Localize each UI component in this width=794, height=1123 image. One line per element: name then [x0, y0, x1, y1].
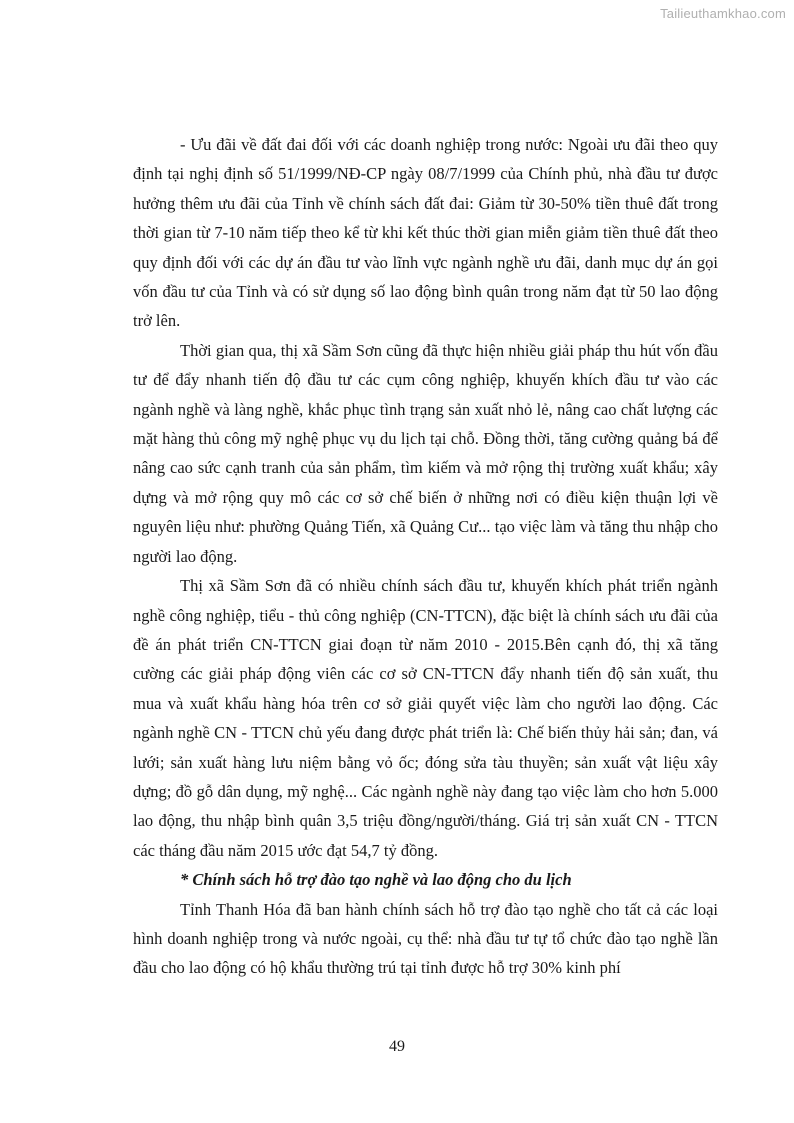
page-number: 49: [389, 1038, 405, 1055]
watermark: Tailieuthamkhao.com: [660, 6, 786, 21]
section-heading: * Chính sách hỗ trợ đào tạo nghề và lao động cho du lịch: [180, 870, 572, 890]
paragraph-industry-policy: Thị xã Sầm Sơn đã có nhiều chính sách đầu tư, khuyến khích phát triển ngành nghề công nghiệp, tiểu - thủ công nghiệp (CN-TTCN), đặc biệt là chính sách ưu đãi của đề án phát triển CN-TTCN giai đoạn từ năm 2010 - 2015.Bên cạnh đó, thị xã tăng cường các giải pháp động viên các cơ sở CN-TTCN đẩy nhanh tiến độ sản xuất, thu mua và xuất khẩu hàng hóa trên cơ sở giải quyết việc làm cho người lao động. Các ngành nghề CN - TTCN chủ yếu đang được phát triển là: Chế biến thủy hải sản; đan, vá lưới; sản xuất hàng lưu niệm bằng vỏ ốc; đóng sửa tàu thuyền; sản xuất vật liệu xây dựng; đồ gỗ dân dụng, mỹ nghệ... Các ngành nghề này đang tạo việc làm cho hơn 5.000 lao động, thu nhập bình quân 3,5 triệu đồng/người/tháng. Giá trị sản xuất CN - TTCN các tháng đầu năm 2015 ước đạt 54,7 tỷ đồng.: [133, 576, 718, 860]
paragraph-investment-attraction: Thời gian qua, thị xã Sầm Sơn cũng đã thực hiện nhiều giải pháp thu hút vốn đầu tư để đẩy nhanh tiến độ đầu tư các cụm công nghiệp, khuyến khích đầu tư vào các ngành nghề và làng nghề, khắc phục tình trạng sản xuất nhỏ lẻ, nâng cao chất lượng các mặt hàng thủ công mỹ nghệ phục vụ du lịch tại chỗ. Đồng thời, tăng cường quảng bá để nâng cao sức cạnh tranh của sản phẩm, tìm kiếm và mở rộng thị trường xuất khẩu; xây dựng và mở rộng quy mô các cơ sở chế biến ở những nơi có điều kiện thuận lợi về nguyên liệu như: phường Quảng Tiến, xã Quảng Cư... tạo việc làm và tăng thu nhập cho người lao động.: [133, 340, 718, 566]
document-body: [133, 130, 718, 983]
paragraph-training-support: Tỉnh Thanh Hóa đã ban hành chính sách hỗ trợ đào tạo nghề cho tất cả các loại hình doanh nghiệp trong và nước ngoài, cụ thể: nhà đầu tư tự tổ chức đào tạo nghề lần đầu cho lao động có hộ khẩu thường trú tại tỉnh được hỗ trợ 30% kinh phí: [133, 899, 718, 978]
paragraph-land-incentives: - Ưu đãi về đất đai đối với các doanh nghiệp trong nước: Ngoài ưu đãi theo quy định tại nghị định số 51/1999/NĐ-CP ngày 08/7/1999 của Chính phủ, nhà đầu tư được hưởng thêm ưu đãi của Tỉnh về chính sách đất đai: Giảm từ 30-50% tiền thuê đất trong thời gian từ 7-10 năm tiếp theo kể từ khi kết thúc thời gian miễn giảm tiền thuê đất theo quy định đối với các dự án đầu tư vào lĩnh vực ngành nghề ưu đãi, danh mục dự án gọi vốn đầu tư của Tỉnh và có sử dụng số lao động bình quân trong năm đạt từ 50 lao động trở lên.: [133, 135, 718, 331]
